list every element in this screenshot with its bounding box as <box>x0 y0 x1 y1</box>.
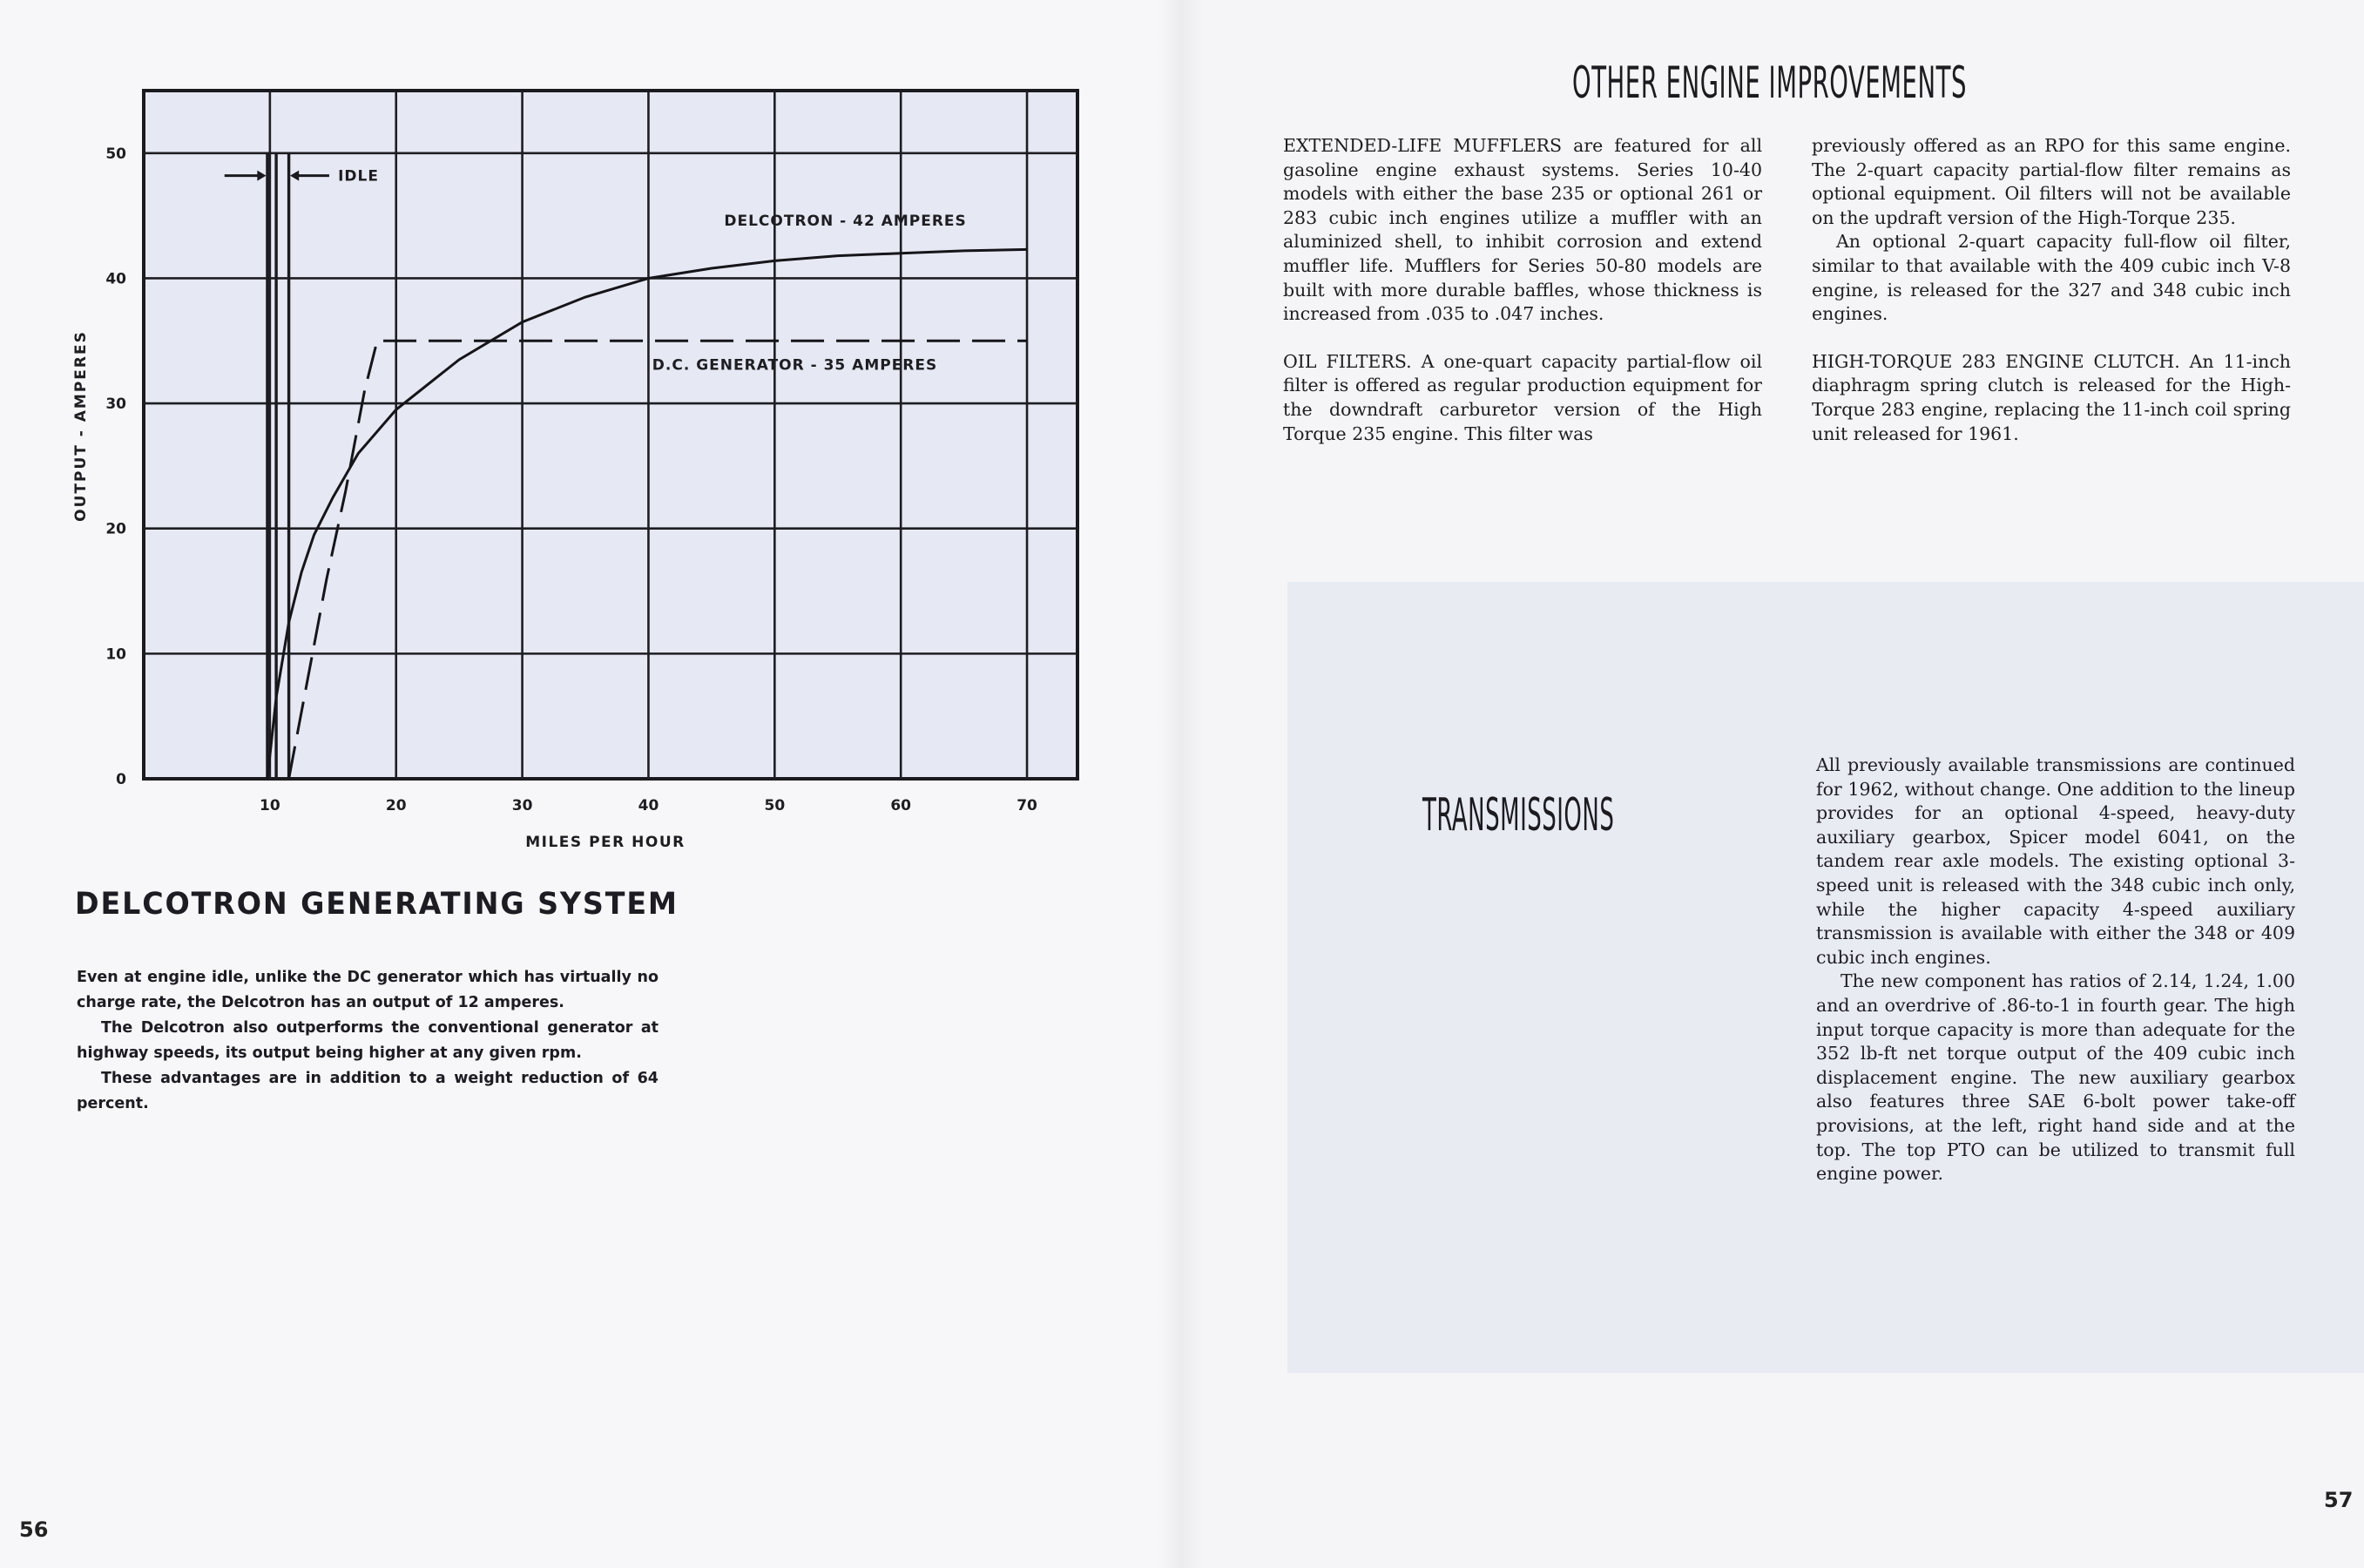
delcotron-body <box>77 965 659 1117</box>
page-number-right: 57 <box>2324 1488 2354 1512</box>
y-tick-label: 0 <box>116 771 126 788</box>
y-tick-label: 40 <box>105 270 126 288</box>
y-tick-label: 10 <box>105 645 126 664</box>
y-tick-label: 20 <box>105 520 126 538</box>
plot-area <box>144 91 1077 779</box>
transmissions-heading: TRANSMISSIONS <box>1422 789 1615 841</box>
x-tick-label: 60 <box>890 797 912 814</box>
transmissions-body <box>1816 754 2295 1186</box>
page-number-left: 56 <box>19 1517 49 1542</box>
paragraph: previously offered as an RPO for this same engine. The 2-quart capacity partial-flow filter remains as optional equipment. Oil filters will not be available on the updraft version of the High-Torque 235. <box>1812 135 2291 228</box>
y-tick-label: 50 <box>105 145 126 163</box>
section-title: DELCOTRON GENERATING SYSTEM <box>75 887 679 922</box>
other-engine-improvements-heading: OTHER ENGINE IMPROVEMENTS <box>1572 57 1967 108</box>
oil-filters-paragraph: OIL FILTERS. A one-quart capacity partial-flow oil filter is offered as regular production equipment for the downdraft carburetor version of the High Torque 235 engine. This filter was <box>1283 350 1762 444</box>
y-tick-label: 30 <box>105 395 126 414</box>
delcotron-series-label: DELCOTRON - 42 AMPERES <box>724 213 967 231</box>
idle-label: IDLE <box>338 167 379 186</box>
clutch-paragraph: HIGH-TORQUE 283 ENGINE CLUTCH. An 11-inch diaphragm spring clutch is released for the High-Torque 283 engine, replacing the 11-inch coil spring unit released for 1961. <box>1812 350 2291 444</box>
paragraph: All previously available transmissions are continued for 1962, without change. One addition to the lineup provides for an optional 4-speed, heavy-duty auxiliary gearbox, Spicer model 6041, on the tandem rear axle models. The existing optional 3-speed unit is released with the 348 cubic inch only, while the higher capacity 4-speed auxiliary transmission is available with either the 348 or 409 cubic inch engines. <box>1816 754 2295 968</box>
x-tick-label: 70 <box>1017 797 1037 814</box>
text-column-2 <box>1812 134 2291 446</box>
x-tick-label: 40 <box>638 797 659 814</box>
paragraph: The new component has ratios of 2.14, 1.24, 1.00 and an overdrive of .86-to-1 in fourth gear. The high input torque capacity is more than adequate for the 352 lb-ft net torque output of the 409 cubic inch displacement engine. The new auxiliary gearbox also features three SAE 6-bolt power take-off provisions, at the left, right hand side and at the top. The top PTO can be utilized to transmit full engine power. <box>1816 970 2295 1185</box>
book-gutter <box>1158 0 1204 1568</box>
x-axis-label: MILES PER HOUR <box>525 834 686 851</box>
dc-generator-series-label: D.C. GENERATOR - 35 AMPERES <box>652 356 938 375</box>
x-tick-label: 20 <box>385 797 407 814</box>
paragraph: Even at engine idle, unlike the DC generator which has virtually no charge rate, the Delcotron has an output of 12 amperes. <box>77 969 659 1011</box>
mufflers-paragraph: EXTENDED-LIFE MUFFLERS are featured for all gasoline engine exhaust systems. Series 10-40 models with either the base 235 or optional 261 or 283 cubic inch engines utilize a muffler with an aluminized shell, to inhibit corrosion and extend muffler life. Mufflers for Series 50-80 models are built with more durable baffles, whose thickness is increased from .035 to .047 inches. <box>1283 135 1762 325</box>
paragraph: The Delcotron also outperforms the conventional generator at highway speeds, its output being higher at any given rpm. <box>77 1019 659 1062</box>
y-axis-label: OUTPUT - AMPERES <box>72 330 90 522</box>
x-tick-label: 30 <box>511 797 533 814</box>
x-tick-label: 50 <box>764 797 786 814</box>
x-tick-label: 10 <box>260 797 280 814</box>
paragraph: These advantages are in addition to a weight reduction of 64 percent. <box>77 1070 659 1112</box>
paragraph: An optional 2-quart capacity full-flow oil filter, similar to that available with the 409 cubic inch V-8 engine, is released for the 327 and 348 cubic inch engines. <box>1812 231 2291 325</box>
output-vs-speed-chart <box>52 78 1098 862</box>
text-column-1 <box>1283 134 1762 446</box>
